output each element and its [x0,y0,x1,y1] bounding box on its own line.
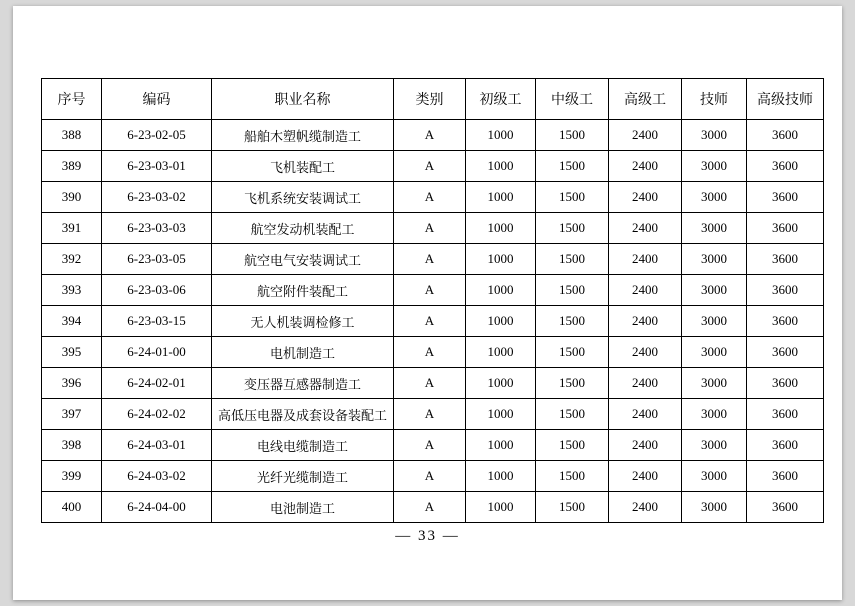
cell-category: A [394,430,466,461]
cell-junior: 1000 [466,275,536,306]
cell-senior-technician: 3600 [747,182,824,213]
cell-technician: 3000 [682,120,747,151]
cell-senior: 2400 [609,492,682,523]
column-header-intermediate: 中级工 [536,79,609,120]
cell-technician: 3000 [682,275,747,306]
cell-intermediate: 1500 [536,213,609,244]
column-header-technician: 技师 [682,79,747,120]
cell-intermediate: 1500 [536,461,609,492]
cell-technician: 3000 [682,213,747,244]
cell-occupation: 飞机系统安装调试工 [212,182,394,213]
table-row [42,430,824,461]
cell-code: 6-23-03-02 [102,182,212,213]
cell-category: A [394,368,466,399]
table-row [42,213,824,244]
column-header-senior: 高级工 [609,79,682,120]
cell-junior: 1000 [466,151,536,182]
cell-technician: 3000 [682,244,747,275]
table-row [42,399,824,430]
cell-index: 395 [42,337,102,368]
cell-junior: 1000 [466,492,536,523]
cell-category: A [394,182,466,213]
cell-senior: 2400 [609,306,682,337]
cell-junior: 1000 [466,337,536,368]
cell-occupation: 高低压电器及成套设备装配工 [212,399,394,430]
table-row [42,244,824,275]
column-header-junior: 初级工 [466,79,536,120]
cell-code: 6-24-02-01 [102,368,212,399]
cell-index: 399 [42,461,102,492]
cell-code: 6-23-02-05 [102,120,212,151]
table-header [42,79,824,120]
cell-category: A [394,275,466,306]
cell-senior-technician: 3600 [747,368,824,399]
cell-occupation: 电池制造工 [212,492,394,523]
cell-junior: 1000 [466,306,536,337]
table-row [42,337,824,368]
cell-senior-technician: 3600 [747,461,824,492]
cell-senior-technician: 3600 [747,213,824,244]
page-number: — 33 — [395,528,460,544]
cell-technician: 3000 [682,182,747,213]
cell-technician: 3000 [682,368,747,399]
cell-occupation: 航空电气安装调试工 [212,244,394,275]
cell-index: 398 [42,430,102,461]
cell-category: A [394,213,466,244]
cell-index: 397 [42,399,102,430]
cell-code: 6-24-03-02 [102,461,212,492]
cell-senior: 2400 [609,244,682,275]
cell-code: 6-24-02-02 [102,399,212,430]
cell-code: 6-23-03-05 [102,244,212,275]
column-header-senior-technician: 高级技师 [747,79,824,120]
cell-senior: 2400 [609,461,682,492]
table-body [42,120,824,523]
cell-senior-technician: 3600 [747,244,824,275]
cell-index: 391 [42,213,102,244]
table-row [42,306,824,337]
cell-code: 6-23-03-01 [102,151,212,182]
cell-senior: 2400 [609,120,682,151]
cell-senior-technician: 3600 [747,430,824,461]
occupation-subsidy-table [41,78,824,523]
cell-senior: 2400 [609,399,682,430]
cell-senior-technician: 3600 [747,275,824,306]
cell-code: 6-24-04-00 [102,492,212,523]
column-header-occupation: 职业名称 [212,79,394,120]
table-row [42,182,824,213]
cell-category: A [394,151,466,182]
cell-junior: 1000 [466,182,536,213]
table-row [42,275,824,306]
table-header-row [42,79,824,120]
cell-technician: 3000 [682,430,747,461]
cell-index: 396 [42,368,102,399]
cell-technician: 3000 [682,461,747,492]
cell-senior: 2400 [609,430,682,461]
cell-category: A [394,337,466,368]
cell-intermediate: 1500 [536,275,609,306]
cell-intermediate: 1500 [536,120,609,151]
cell-senior: 2400 [609,213,682,244]
cell-technician: 3000 [682,337,747,368]
cell-occupation: 电机制造工 [212,337,394,368]
cell-senior-technician: 3600 [747,399,824,430]
cell-intermediate: 1500 [536,306,609,337]
cell-code: 6-24-03-01 [102,430,212,461]
cell-technician: 3000 [682,151,747,182]
table-row [42,151,824,182]
cell-index: 400 [42,492,102,523]
document-page [13,6,842,600]
cell-senior: 2400 [609,275,682,306]
cell-intermediate: 1500 [536,182,609,213]
cell-occupation: 光纤光缆制造工 [212,461,394,492]
cell-index: 390 [42,182,102,213]
cell-index: 393 [42,275,102,306]
cell-category: A [394,399,466,430]
cell-intermediate: 1500 [536,244,609,275]
cell-intermediate: 1500 [536,399,609,430]
cell-occupation: 船舶木塑帆缆制造工 [212,120,394,151]
cell-junior: 1000 [466,461,536,492]
cell-technician: 3000 [682,306,747,337]
cell-senior: 2400 [609,151,682,182]
cell-code: 6-24-01-00 [102,337,212,368]
cell-senior: 2400 [609,182,682,213]
column-header-code: 编码 [102,79,212,120]
cell-junior: 1000 [466,368,536,399]
cell-intermediate: 1500 [536,430,609,461]
cell-intermediate: 1500 [536,151,609,182]
cell-junior: 1000 [466,399,536,430]
table-row [42,492,824,523]
cell-occupation: 飞机装配工 [212,151,394,182]
cell-index: 394 [42,306,102,337]
cell-index: 392 [42,244,102,275]
cell-junior: 1000 [466,213,536,244]
column-header-index: 序号 [42,79,102,120]
cell-senior: 2400 [609,337,682,368]
cell-occupation: 电线电缆制造工 [212,430,394,461]
table-row [42,461,824,492]
cell-category: A [394,120,466,151]
cell-intermediate: 1500 [536,492,609,523]
cell-category: A [394,461,466,492]
cell-intermediate: 1500 [536,368,609,399]
cell-category: A [394,306,466,337]
cell-senior-technician: 3600 [747,306,824,337]
cell-index: 389 [42,151,102,182]
cell-code: 6-23-03-06 [102,275,212,306]
cell-intermediate: 1500 [536,337,609,368]
cell-code: 6-23-03-03 [102,213,212,244]
cell-junior: 1000 [466,120,536,151]
cell-code: 6-23-03-15 [102,306,212,337]
cell-senior-technician: 3600 [747,120,824,151]
cell-technician: 3000 [682,492,747,523]
cell-occupation: 无人机装调检修工 [212,306,394,337]
cell-category: A [394,244,466,275]
cell-senior-technician: 3600 [747,337,824,368]
cell-occupation: 航空附件装配工 [212,275,394,306]
table-row [42,368,824,399]
cell-senior-technician: 3600 [747,492,824,523]
cell-senior: 2400 [609,368,682,399]
cell-index: 388 [42,120,102,151]
table-row [42,120,824,151]
cell-occupation: 变压器互感器制造工 [212,368,394,399]
cell-junior: 1000 [466,430,536,461]
cell-senior-technician: 3600 [747,151,824,182]
page-content [13,6,842,600]
cell-category: A [394,492,466,523]
column-header-category: 类别 [394,79,466,120]
cell-technician: 3000 [682,399,747,430]
cell-occupation: 航空发动机装配工 [212,213,394,244]
cell-junior: 1000 [466,244,536,275]
